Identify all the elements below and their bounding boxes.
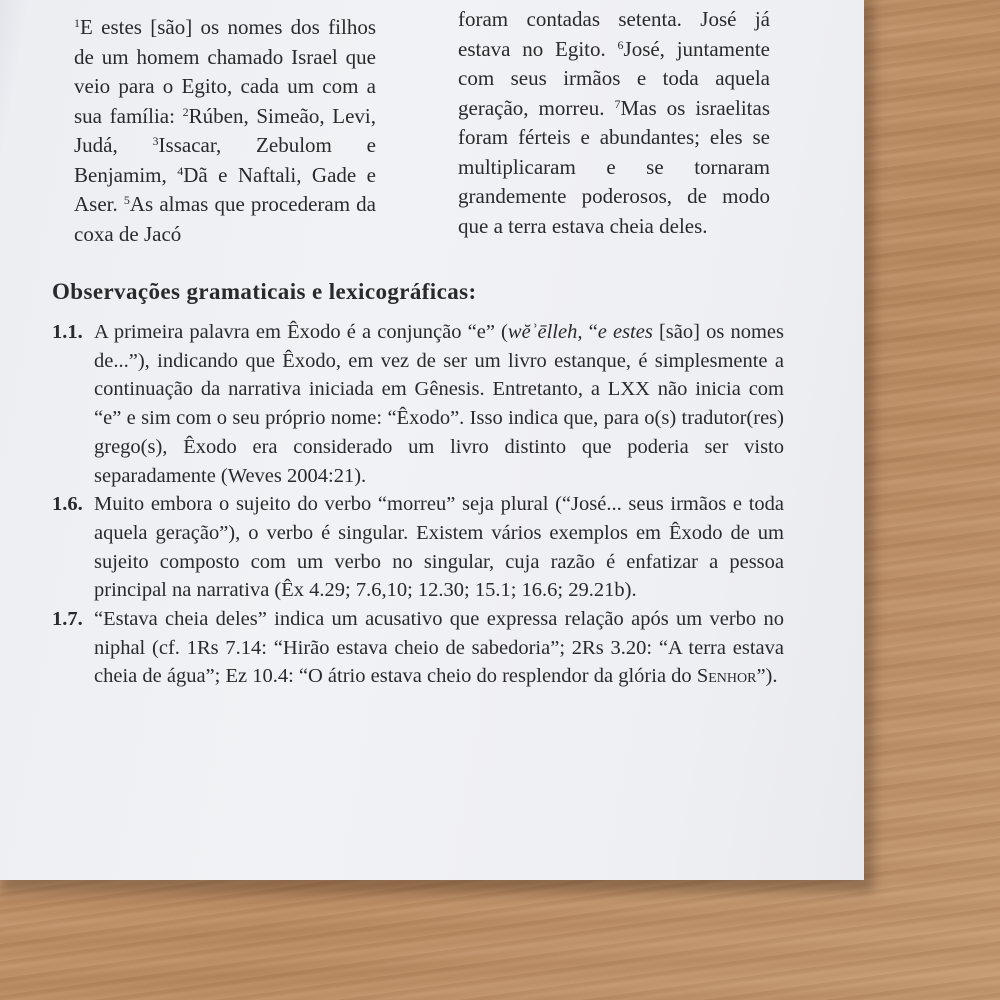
verse-text: As almas que procederam da coxa de Jacó xyxy=(74,192,376,246)
scripture-right-column xyxy=(458,5,770,241)
verse-text: Rúben, Simeão, Levi, Judá, xyxy=(74,103,376,157)
scripture-left-column xyxy=(74,13,376,249)
note-item xyxy=(52,490,784,605)
section-heading: Observações gramaticais e lexicográficas: xyxy=(52,279,477,304)
verse-text: José, juntamente com seus irmãos e toda aquela geração, morreu. xyxy=(458,36,770,120)
verse-number: 2 xyxy=(182,104,189,119)
hebrew-transliteration: wĕʾēlleh, xyxy=(507,321,583,343)
scripture-right-paragraph xyxy=(458,5,770,241)
note-number: 1.1. xyxy=(52,321,83,343)
note-item xyxy=(52,605,784,691)
verse-number: 3 xyxy=(152,134,159,148)
note-text: [são] os nomes de...”), indicando que Êxodo, em vez de ser um livro estanque, é simplesmente a continuação da narrativa iniciada em Gênesis. Entretanto, a LXX não inicia com “e” e sim com o seu próprio nome: “Êxodo”. Isso indica que, para o(s) tradutor(res) grego(s), Êxodo era considerado um livro distinto que poderia ser visto separadamente (Weves 2004:21). xyxy=(94,321,785,487)
verse-text: Issacar, Zebulom e Benjamim, xyxy=(74,133,376,187)
verse-number: 7 xyxy=(614,96,621,111)
note-item xyxy=(52,318,784,490)
small-caps-lord: Senhor xyxy=(696,665,757,688)
verse-number: 5 xyxy=(123,193,130,207)
gloss-text: e estes xyxy=(597,321,653,343)
verse-text: Mas os israelitas foram férteis e abundantes; eles se multiplicaram e se tornaram grandemente poderosos, de modo que a terra estava cheia deles. xyxy=(458,95,770,238)
verse-text: foram contadas setenta. José já estava no Egito. xyxy=(458,7,770,61)
verse-text: E estes [são] os nomes dos filhos de um homem chamado Israel que veio para o Egito, cada um com a sua família: xyxy=(74,15,376,128)
note-text: Muito embora o sujeito do verbo “morreu” seja plural (“José... seus irmãos e toda aquela geração”), o verbo é singular. Existem vários exemplos em Êxodo de um sujeito composto com um verbo no singular, cuja razão é enfatizar a pessoa principal na narrativa (Êx 4.29; 7.6,10; 12.30; 15.1; 16.6; 29.21b). xyxy=(94,493,784,602)
note-text: A primeira palavra em Êxodo é a conjunção “e” ( xyxy=(94,321,508,343)
note-text: ”). xyxy=(756,665,778,688)
note-text: “Estava cheia deles” indica um acusativo que expressa relação após um verbo no niphal (cf. 1Rs 7.14: “Hirão estava cheio de sabedoria”; 2Rs 3.20: “A terra estava cheia de água”; Ez 10.4: “O átrio estava cheio do resplendor da glória do xyxy=(94,608,784,688)
verse-number: 1 xyxy=(74,16,80,30)
note-number: 1.7. xyxy=(52,608,83,631)
notes-list xyxy=(52,318,784,691)
verse-number: 6 xyxy=(617,37,624,52)
note-text: “ xyxy=(582,321,598,343)
verse-text: Dã e Naftali, Gade e Aser. xyxy=(74,162,376,216)
note-number: 1.6. xyxy=(52,493,83,516)
verse-number: 4 xyxy=(177,163,184,178)
scripture-left-paragraph xyxy=(74,13,376,249)
